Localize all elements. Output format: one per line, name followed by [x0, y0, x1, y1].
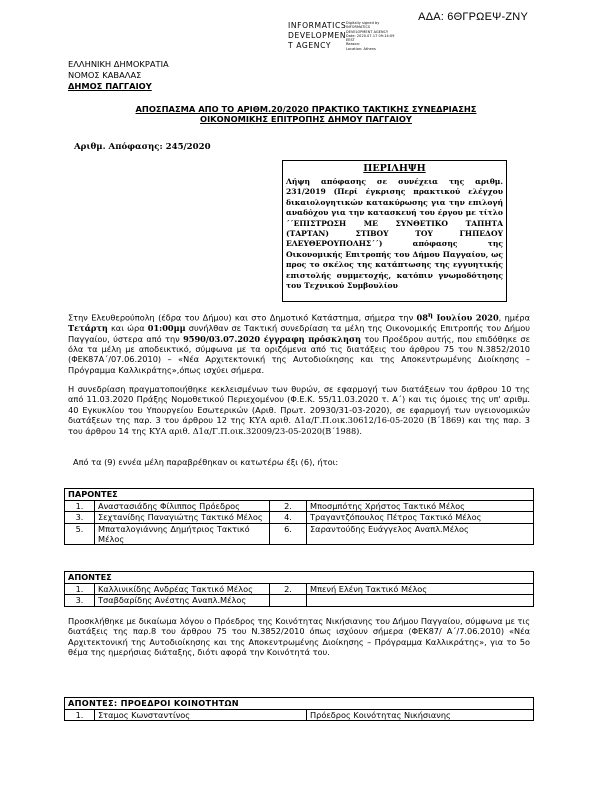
- paragraph-attendance: Από τα (9) εννέα μέλη παραβρέθηκαν οι κατωτέρω έξι (6), ήτοι:: [73, 457, 339, 467]
- signature-line: Reason:: [346, 42, 361, 47]
- signature-line: Date: 2020.07.17 09:14:09: [346, 33, 395, 38]
- text: , ημέρα: [498, 312, 531, 323]
- row-number: 2.: [270, 584, 307, 595]
- member-name: Μπαταλογιάννης Δημήτριος Τακτικό Μέλος: [95, 523, 270, 545]
- date-day: 08: [416, 312, 428, 323]
- logo-line: T AGENCY: [288, 41, 332, 50]
- present-members-table: [64, 488, 534, 545]
- summary-box: [282, 160, 507, 302]
- member-name: Σαραντούδης Ευάγγελος Αναπλ.Μέλος: [307, 523, 534, 545]
- digital-signature-details: [346, 21, 395, 51]
- president-name: Σταμος Κωνσταντίνος: [95, 710, 307, 721]
- table-header: ΑΠΟΝΤΕΣ: [65, 572, 534, 584]
- row-number: 4.: [270, 512, 307, 523]
- row-number: [270, 595, 307, 606]
- signature-line: INFORMATICS: [346, 25, 371, 30]
- text: Στην Ελευθερούπολη (έδρα του Δήμου) και στο Δημοτικό Κατάστημα, σήμερα την: [68, 312, 417, 323]
- member-name: Αναστασιάδης Φίλιππος Πρόεδρος: [95, 501, 270, 512]
- text: του Προέδρου αυτής, που επιδόθηκε σε όλα τα μέλη με αποδεικτικό, σύμφωνα με τα οριζόμενα από τις διατάξεις του άρθρου 75 του Ν.3852/2010 (ΦΕΚ87Α΄/07.06.2010) – «Νέα Αρχιτεκτονική της Αυτοδιοίκησης και της Αποκεντρωμένης Διοίκησης – Πρόγραμμα Καλλικράτης»,όπως ισχύει σήμερα.: [68, 333, 531, 375]
- member-name: Μπενή Ελένη Τακτικό Μέλος: [307, 584, 534, 595]
- row-number: 3.: [65, 595, 95, 606]
- table-row: [65, 710, 534, 721]
- time: 01:00μμ: [147, 323, 186, 334]
- member-name: Μποσμπότης Χρήστος Τακτικό Μέλος: [307, 501, 534, 512]
- president-role: Πρόεδρος Κοινότητας Νικήσιανης: [307, 710, 534, 721]
- paragraph-session: [68, 310, 530, 375]
- row-number: 5.: [65, 523, 95, 545]
- table-row: [65, 501, 534, 512]
- community-presidents-table: [64, 697, 534, 721]
- absent-members-table: [64, 571, 534, 607]
- signature-line: EEST: [346, 38, 355, 43]
- member-name: Τσαβδαρίδης Ανέστης Αναπλ.Μέλος: [95, 595, 270, 606]
- ada-code: ΑΔΑ: 6ΘΓΡΩΕΨ-ΖΝΥ: [418, 11, 528, 23]
- date-sup: η: [427, 311, 433, 319]
- subject-line: ΟΙΚΟΝΟΜΙΚΗΣ ΕΠΙΤΡΟΠΗΣ ΔΗΜΟΥ ΠΑΓΓΑΙΟΥ: [200, 114, 412, 124]
- table-header: ΑΠΟΝΤΕΣ: ΠΡΟΕΔΡΟΙ ΚΟΙΝΟΤΗΤΩΝ: [65, 698, 534, 710]
- row-number: 6.: [270, 523, 307, 545]
- table-row: [65, 584, 534, 595]
- logo-line: INFORMATICS: [288, 21, 347, 30]
- paragraph-closed-doors: [68, 384, 530, 436]
- row-number: 1.: [65, 710, 95, 721]
- summary-title: ΠΕΡΙΛΗΨΗ: [363, 163, 426, 174]
- signature-line: Digitally signed by: [346, 21, 380, 25]
- signature-line: DEVELOPMENT AGENCY: [346, 29, 389, 34]
- table-header: ΠΑΡΟΝΤΕΣ: [65, 489, 534, 501]
- signature-logo: [288, 21, 346, 51]
- row-number: 2.: [270, 501, 307, 512]
- member-name: [307, 595, 534, 606]
- decision-number: Αριθμ. Απόφασης: 245/2020: [74, 142, 211, 152]
- date-month-year: Ιουλίου 2020: [432, 312, 499, 323]
- text: και της παρ. 3 του άρθρου 14 της: [68, 415, 530, 436]
- row-number: 1.: [65, 584, 95, 595]
- summary-text: Λήψη απόφασης σε συνέχεια της αριθμ. 231/2019 (Περί έγκρισης πρακτικού ελέγχου δικαιολογητικών κατακύρωσης για την επιλογή αναδόχου για την κατασκευή του έργου με τίτλο ΄΄ΕΠΙΣΤΡΩΣΗ ΜΕ ΣΥΝΘΕΤΙΚΟ ΤΑΠΗΤΑ (ΤΑΡΤΑΝ) ΣΤΙΒΟΥ ΤΟΥ ΓΗΠΕΔΟΥ ΕΛΕΥΘΕΡΟΥΠΟΛΗΣ΄΄) απόφασης της Οικονομικής Επιτροπής του Δήμου Παγγαίου, ως προς το σκέλος της κατάπτωσης της εγγυητικής επιστολής συμμετοχής, κατόπιν γνωμοδότησης του Τεχνικού Συμβουλίου: [286, 177, 503, 291]
- text: Η συνεδρίαση πραγματοποιήθηκε κεκλεισμένων των θυρών, σε εφαρμογή των διατάξεων του άρθρου 10 της από 11.03.2020 Πράξης Νομοθετικού Περιεχομένου (Φ.Ε.Κ. 55/11.03.2020 τ. Α΄) και τις όμοιες της υπ' αριθμ. 40 Εγκυκλίου του Υπουργείου Εσωτερικών (Αριθ. Πρωτ. 20930/31-03-2020), σε εφαρμογή των υγειονομικών διατάξεων της παρ. 3 του άρθρου 12 της: [68, 384, 530, 426]
- row-number: 3.: [65, 512, 95, 523]
- document-subject: [0, 104, 612, 124]
- signature-line: Location: Athens: [346, 46, 376, 51]
- invitation-ref: 9590/03.07.2020 έγγραφη πρόσκληση: [183, 333, 361, 344]
- logo-line: DEVELOPMEN: [288, 31, 347, 40]
- table-row: [65, 595, 534, 606]
- table-row: [65, 523, 534, 545]
- paragraph-community-president: Προσκλήθηκε με δικαίωμα λόγου ο Πρόεδρος της Κοινότητας Νικήσιανης του Δήμου Παγγαίου, σύμφωνα με τις διατάξεις της παρ.8 του άρθρου 75 του Ν.3852/2010 όπως ισχύουν σήμερα (ΦΕΚ87/ Α΄/7.06.2010) «Νέα Αρχιτεκτονική της Αυτοδιοίκησης και της Αποκεντρωμένης Διοίκησης – Πρόγραμμα Καλλικράτης», για το 5ο θέμα της ημερήσιας διάταξης, διότι αφορά την Κοινότητά του.: [68, 616, 530, 658]
- subject-line: ΑΠΟΣΠΑΣΜΑ ΑΠΟ ΤΟ ΑΡΙΘΜ.20/2020 ΠΡΑΚΤΙΚΟ ΤΑΚΤΙΚΗΣ ΣΥΝΕΔΡΙΑΣΗΣ: [135, 104, 477, 114]
- text: συνήλθαν σε Τακτική συνεδρίαση τα μέλη της Οικονομικής Επιτροπής του Δήμου Παγγαίου, ύστερα από την: [68, 323, 530, 344]
- weekday: Τετάρτη: [68, 323, 108, 334]
- member-name: Σεχτανίδης Παναγιώτης Τακτικό Μέλος: [95, 512, 270, 523]
- header-prefecture: ΝΟΜΟΣ ΚΑΒΑΛΑΣ: [68, 69, 142, 80]
- table-row: [65, 512, 534, 523]
- kya-reference: ΚΥΑ αριθ. Δ1α/Γ.Π.οικ.30612/16-05-2020 (Β΄1869): [248, 415, 465, 426]
- text: .: [359, 425, 362, 436]
- member-name: Τραγαντζόπουλος Πέτρος Τακτικό Μέλος: [307, 512, 534, 523]
- header-municipality: ΔΗΜΟΣ ΠΑΓΓΑΙΟΥ: [68, 80, 152, 91]
- member-name: Καλλινικίδης Ανδρέας Τακτικό Μέλος: [95, 584, 270, 595]
- text: και ώρα: [107, 323, 148, 334]
- row-number: 1.: [65, 501, 95, 512]
- kya-reference: ΚΥΑ αριθ. Δ1α/Γ.Π.οικ.32009/23-05-2020(Β΄1988): [148, 425, 360, 436]
- header-republic: ΕΛΛΗΝΙΚΗ ΔΗΜΟΚΡΑΤΙΑ: [68, 59, 169, 69]
- issuer-header: [68, 59, 169, 91]
